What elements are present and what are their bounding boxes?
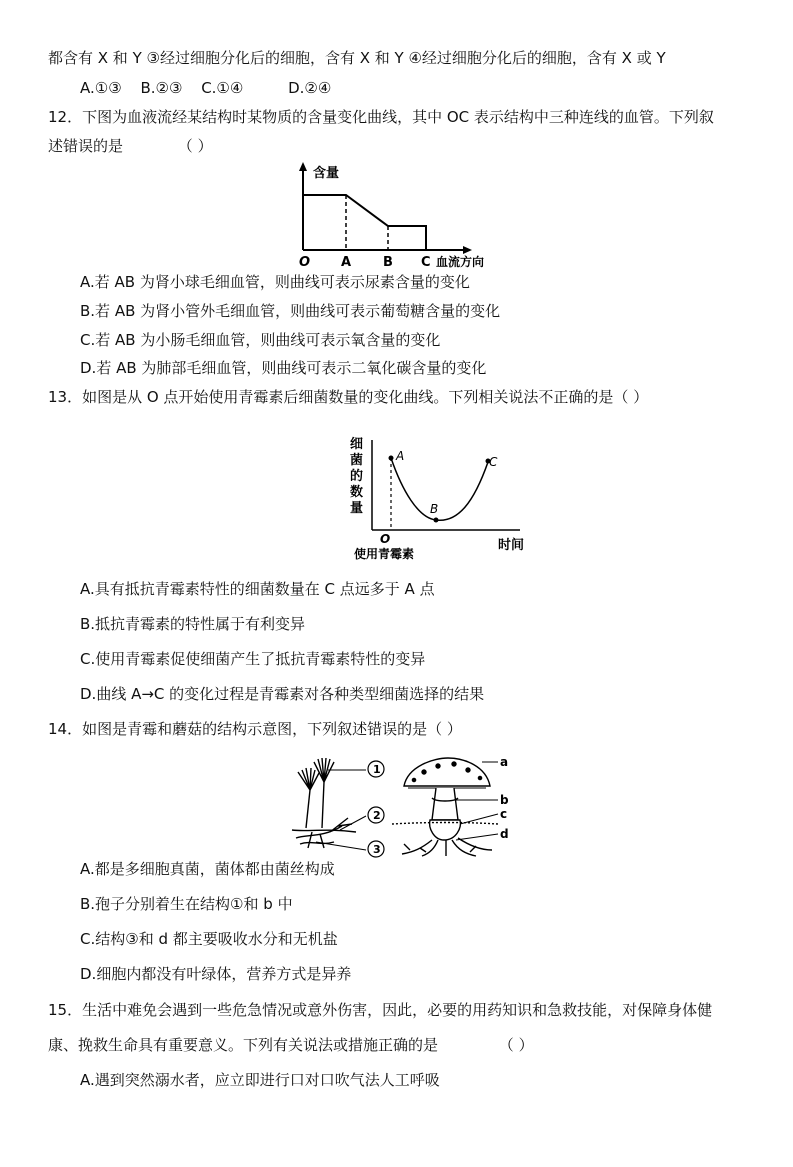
q13-option-d: D.曲线 A→C 的变化过程是青霉素对各种类型细菌选择的结果 — [80, 685, 485, 703]
q12-option-a: A.若 AB 为肾小球毛细血管，则曲线可表示尿素含量的变化 — [80, 273, 470, 291]
q14-option-c: C.结构③和 d 都主要吸收水分和无机盐 — [80, 930, 338, 948]
q14-stem: 14．如图是青霉和蘑菇的结构示意图，下列叙述错误的是（ ） — [48, 720, 462, 738]
q13-ylabel-4: 数 — [350, 485, 364, 500]
svg-text:2: 2 — [373, 809, 381, 822]
q12-option-b: B.若 AB 为肾小管外毛细血管，则曲线可表示葡萄糖含量的变化 — [80, 302, 501, 320]
q12-ylabel: 含量 — [313, 166, 340, 181]
svg-text:1: 1 — [373, 763, 381, 776]
q13-ylabel-5: 量 — [350, 501, 364, 516]
q12-option-d: D.若 AB 为肺部毛细血管，则曲线可表示二氧化碳含量的变化 — [80, 359, 487, 377]
q11-option-b: B.②③ — [140, 79, 183, 97]
q14-mushroom-label-c: c — [500, 807, 508, 821]
q12-answer-paren: （ ） — [177, 137, 213, 155]
q13-option-c: C.使用青霉素促使细菌产生了抵抗青霉素特性的变异 — [80, 650, 426, 668]
q15-option-a: A.遇到突然溺水者，应立即进行口对口吹气法人工呼吸 — [80, 1071, 440, 1089]
q15-stem-line1: 15．生活中难免会遇到一些危急情况或意外伤害，因此，必要的用药知识和急救技能，对保障身体健 — [48, 1001, 713, 1019]
q13-point-c: C — [489, 455, 498, 469]
q13-ylabel-1: 细 — [350, 437, 364, 452]
mushroom-illustration — [392, 758, 498, 856]
q11-option-a: A.①③ — [80, 79, 122, 97]
q14-figure — [286, 756, 512, 860]
q15-stem-line2 — [48, 1035, 534, 1055]
q12-xlabel: 血流方向 — [436, 255, 485, 269]
q13-point-b: B — [430, 502, 439, 516]
q15-stem-text: 康、挽救生命具有重要意义。下列有关说法或措施正确的是 — [48, 1036, 439, 1054]
q13-figure — [340, 432, 540, 562]
q13-origin: O — [380, 532, 391, 546]
q14-option-b: B.孢子分别着生在结构①和 b 中 — [80, 895, 293, 913]
q12-stem-line2 — [48, 136, 213, 156]
q11-options — [80, 78, 345, 98]
q14-mushroom-label-a: a — [500, 755, 509, 769]
q13-origin-note: 使用青霉素 — [354, 547, 415, 561]
q13-stem: 13．如图是从 O 点开始使用青霉素后细菌数量的变化曲线。下列相关说法不正确的是（ ） — [48, 388, 649, 406]
q14-option-a: A.都是多细胞真菌，菌体都由菌丝构成 — [80, 860, 335, 878]
q13-ylabel-2: 菌 — [350, 453, 364, 468]
q13-point-a: A — [396, 449, 405, 463]
q13-option-b: B.抵抗青霉素的特性属于有利变异 — [80, 615, 306, 633]
q11-option-c: C.①④ — [201, 79, 244, 97]
q14-mushroom-label-b: b — [500, 793, 509, 807]
svg-text:3: 3 — [373, 843, 381, 856]
q12-tick-a: A — [341, 255, 352, 270]
q12-stem-line1: 12．下图为血液流经某结构时某物质的含量变化曲线，其中 OC 表示结构中三种连线的血管。下列叙 — [48, 108, 714, 126]
q15-answer-paren: （ ） — [498, 1036, 534, 1054]
q12-tick-b: B — [383, 255, 393, 270]
q14-mushroom-label-d: d — [500, 827, 509, 841]
q13-xlabel: 时间 — [498, 538, 525, 553]
q12-tick-c: C — [421, 255, 431, 270]
q13-option-a: A.具有抵抗青霉素特性的细菌数量在 C 点远多于 A 点 — [80, 580, 435, 598]
q11-tail: 都含有 X 和 Y ③经过细胞分化后的细胞，含有 X 和 Y ④经过细胞分化后的细胞，含有 X 或 Y — [48, 49, 666, 67]
q11-option-d: D.②④ — [288, 79, 332, 97]
q13-ylabel-3: 的 — [350, 469, 364, 484]
q12-figure — [288, 160, 485, 270]
q12-stem-text: 述错误的是 — [48, 137, 124, 155]
q12-tick-o: O — [299, 255, 311, 270]
q12-option-c: C.若 AB 为小肠毛细血管，则曲线可表示氧含量的变化 — [80, 331, 441, 349]
penicillium-illustration — [292, 758, 356, 848]
q14-option-d: D.细胞内都没有叶绿体，营养方式是异养 — [80, 965, 352, 983]
